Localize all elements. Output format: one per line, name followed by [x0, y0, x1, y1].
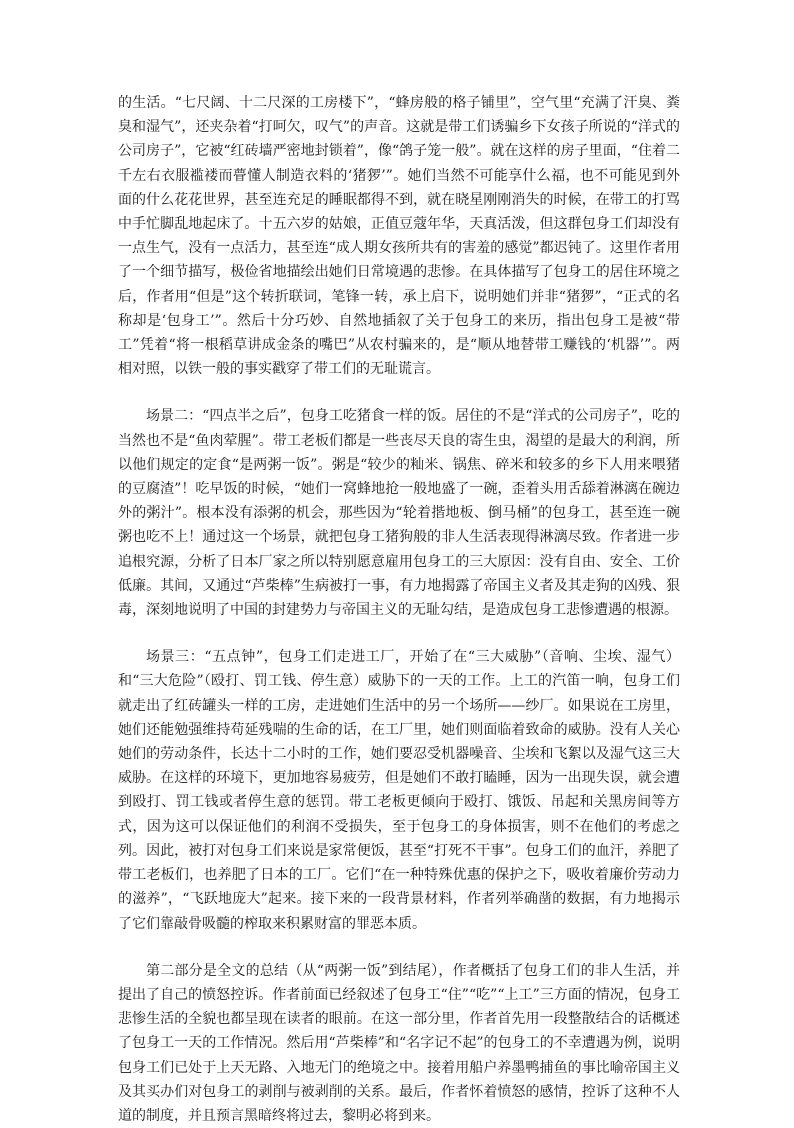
document-page [118, 91, 680, 1128]
paragraph-spacer [118, 622, 680, 645]
body-paragraph-scene-three: 场景三：“五点钟”，包身工们走进工厂，开始了在“三大威胁”（音响、尘埃、湿气）和“三大危险”（殴打、罚工钱、停生意）威胁下的一天的工作。上工的汽笛一响，包身工们就走出了红砖罐头一样的工房，走进她们生活中的另一个场所——纱厂。如果说在工房里，她们还能勉强维持苟延残喘的生命的话，在工厂里，她们则面临着致命的威胁。没有人关心她们的劳动条件，长达十二小时的工作，她们要忍受机器噪音、尘埃和飞絮以及湿气这三大威胁。在这样的环境下，更加地容易疲劳，但是她们不敢打瞌睡，因为一出现失误，就会遭到殴打、罚工钱或者停生意的惩罚。带工老板更倾向于殴打、饿饭、吊起和关黑房间等方式，因为这可以保证他们的利润不受损失，至于包身工的身体损害，则不在他们的考虑之列。因此，被打对包身工们来说是家常便饭，甚至“打死不干事”。包身工们的血汗，养肥了带工老板们，也养肥了日本的工厂。它们“在一种特殊优惠的保护之下，吸收着廉价劳动力的滋养”，“飞跃地庞大”起来。接下来的一段背景材料，作者列举确凿的数据，有力地揭示了它们靠敲骨吸髓的榨取来积累财富的罪恶本质。 [118, 649, 680, 932]
body-paragraph-scene-two: 场景二：“四点半之后”，包身工吃猪食一样的饭。居住的不是“洋式的公司房子”，吃的当然也不是“鱼肉荤腥”。带工老板们都是一些丧尽天良的寄生虫，渴望的是最大的利润，所以他们规定的定食“是两粥一饭”。粥是“较少的籼米、锅焦、碎米和较多的乡下人用来喂猪的豆腐渣”！吃早饭的时候，“她们一窝蜂地抢一般地盛了一碗，歪着头用舌舔着淋漓在碗边外的粥汁”。根本没有添粥的机会，那些因为“轮着揩地板、倒马桶”的包身工，甚至连一碗粥也吃不上！通过这一个场景，就把包身工猪狗般的非人生活表现得淋漓尽致。作者进一步追根究源，分析了日本厂家之所以特别愿意雇用包身工的三大原因：没有自由、安全、工价低廉。其间，又通过“芦柴棒”生病被打一事，有力地揭露了帝国主义者及其走狗的凶残、狠毒，深刻地说明了中国的封建势力与帝国主义的无耻勾结，是造成包身工悲惨遭遇的根源。 [118, 408, 680, 619]
body-paragraph-part-two-summary: 第二部分是全文的总结（从“两粥一饭”到结尾），作者概括了包身工们的非人生活，并提出了自己的愤怒控诉。作者前面已经叙述了包身工“住”“吃”“上工”三方面的情况，包身工悲惨生活的全貌也都呈现在读者的眼前。在这一部分里，作者首先用一段整散结合的话概述了包身工一天的工作情况。然后用“芦柴棒”和“名字记不起”的包身工的不幸遭遇为例，说明包身工们已处于上天无路、入地无门的绝境之中。接着用船户养墨鸭捕鱼的事比喻帝国主义及其买办们对包身工的剥削与被剥削的关系。最后，作者怀着愤怒的感情，控诉了这种不人道的制度，并且预言黑暗终将过去，黎明必将到来。 [118, 962, 680, 1124]
paragraph-spacer [118, 381, 680, 404]
paragraph-spacer [118, 936, 680, 959]
body-paragraph-1: 的生活。“七尺阔、十二尺深的工房楼下”，“蜂房般的格子铺里”，空气里“充满了汗臭、粪臭和湿气”，还夹杂着“打呵欠，叹气”的声音。这就是带工们诱骗乡下女孩子所说的“洋式的公司房子”，它被“红砖墙严密地封锁着”，像“鸽子笼一般”。就在这样的房子里面，“住着二千左右衣服褴褛而瞢懂人制造衣料的‘猪猡’”。她们当然不可能享什么福，也不可能见到外面的什么花花世界，甚至连充足的睡眠都得不到，就在晓星刚刚消失的时候，在带工的打骂中手忙脚乱地起床了。十五六岁的姑娘，正值豆蔻年华，天真活泼，但这群包身工们却没有一点生气，没有一点活力，甚至连“成人期女孩所共有的害羞的感觉”都迟钝了。这里作者用了一个细节描写，极俭省地描绘出她们日常境遇的悲惨。在具体描写了包身工的居住环境之后，作者用“但是”这个转折联词，笔锋一转，承上启下，说明她们并非“猪猡”，“正式的名称却是‘包身工’”。然后十分巧妙、自然地插叙了关于包身工的来历，指出包身工是被“带工”凭着“将一根稻草讲成金条的嘴巴”从农村骗来的，是“顺从地替带工赚钱的‘机器’”。两相对照，以铁一般的事实戳穿了带工们的无耻谎言。 [118, 95, 680, 378]
